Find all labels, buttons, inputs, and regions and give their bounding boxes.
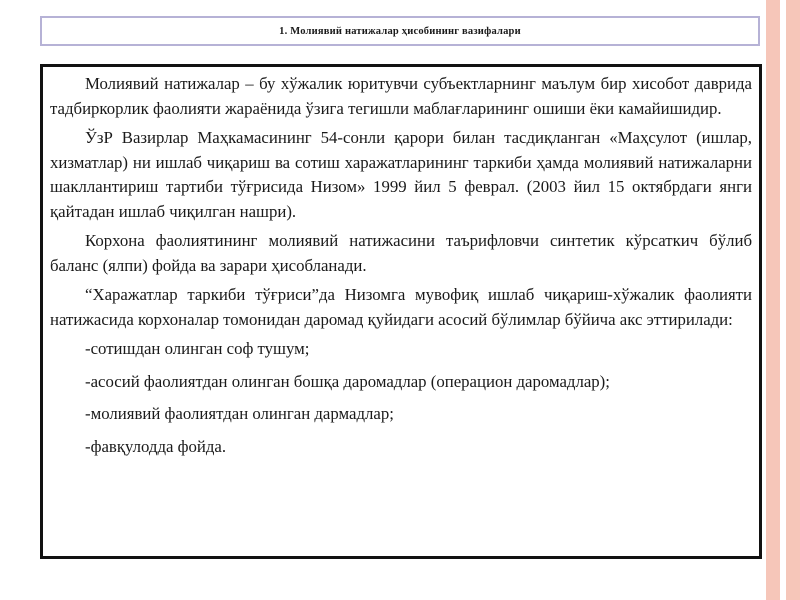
paragraph-indicator: Корхона фаолиятининг молиявий натижасини таърифловчи синтетик кўрсаткич бўлиб баланс (ялпи) фойда ва зарари ҳисобланади. (50, 231, 752, 275)
paragraph-income-sections: “Харажатлар таркиби тўғриси”да Низомга мувофиқ ишлаб чиқариш-хўжалик фаолияти натижасида корхоналар томонидан даромад қуйидаги асосий бўлимлар бўйича акс эттирилади: (50, 285, 752, 329)
slide-title: 1. Молиявий натижалар ҳисобининг вазифалари (279, 25, 521, 37)
decorative-side-stripe-line (780, 0, 786, 600)
income-sections-list (50, 337, 752, 459)
paragraph-definition: Молиявий натижалар – бу хўжалик юритувчи субъектларнинг маълум бир хисобот даврида тадбиркорлик фаолияти жараёнида ўзига тегишли маблағларининг ошиши ёки камайишидир. (50, 74, 752, 118)
list-item: -молиявий фаолиятдан олинган дармадлар; (85, 404, 394, 423)
list-item: -сотишдан олинган соф тушум; (85, 339, 310, 358)
slide-content-box (40, 64, 762, 559)
slide-title-box (40, 16, 760, 46)
decorative-side-stripe (766, 0, 800, 600)
list-item: -асосий фаолиятдан олинган бошқа даромадлар (операцион даромадлар); (85, 371, 610, 391)
paragraph-regulation: ЎзР Вазирлар Маҳкамасининг 54-сонли қарори билан тасдиқланган «Маҳсулот (ишлар, хизматлар) ни ишлаб чиқариш ва сотиш харажатларининг таркиби ҳамда молиявий натижаларни шакллантириш тартиби тўғрисида Низом» 1999 йил 5 феврал. (2003 йил 15 октябрдаги янги қайтадан ишлаб чиқилган нашри). (50, 128, 752, 221)
list-item: -фавқулодда фойда. (85, 436, 227, 456)
